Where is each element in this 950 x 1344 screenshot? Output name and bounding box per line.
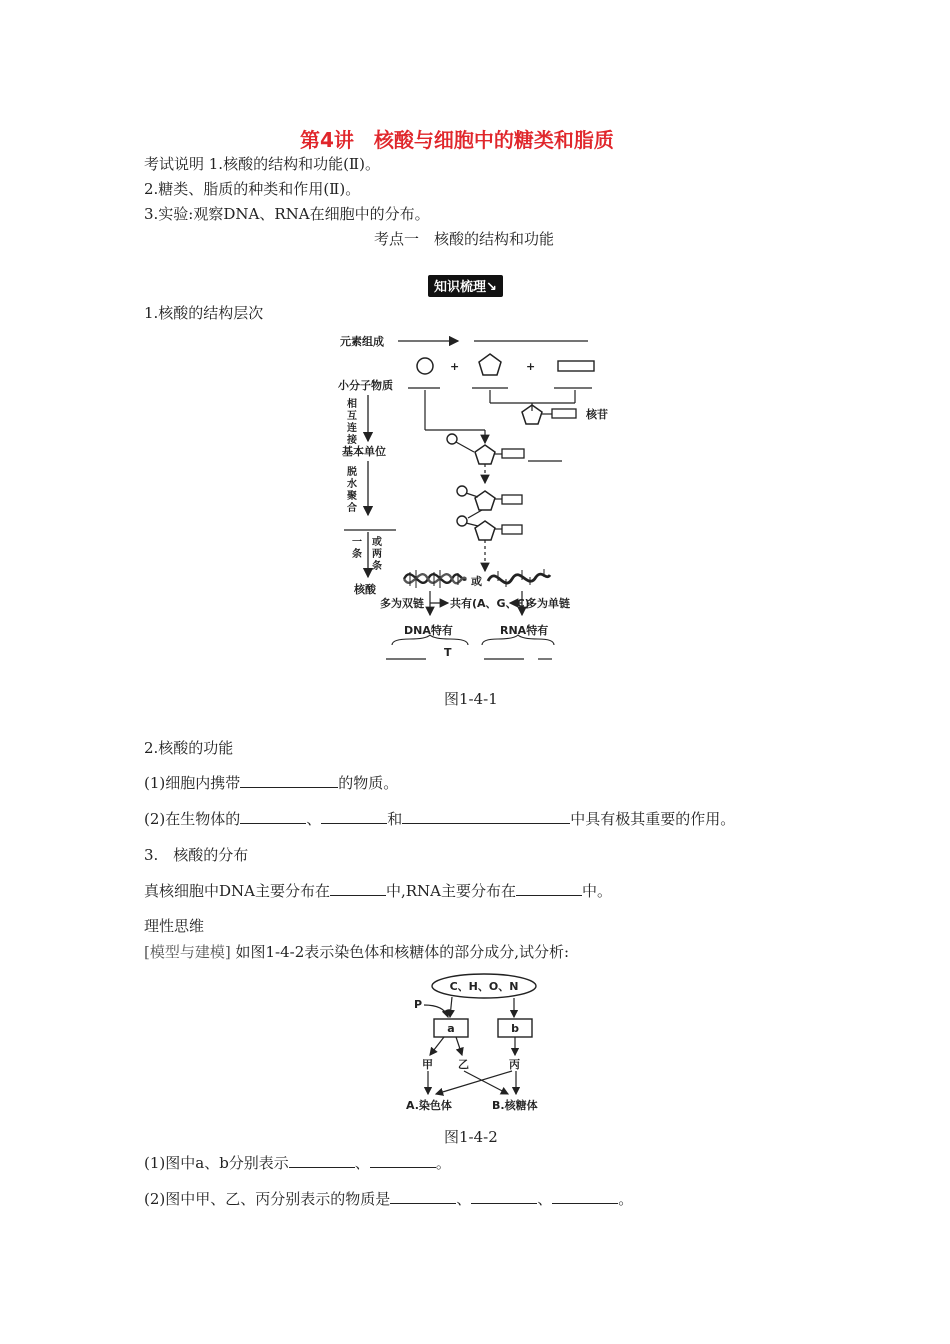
label-dna-only: DNA特有 bbox=[404, 624, 453, 637]
label-a: a bbox=[447, 1022, 455, 1035]
section-1-heading: 1.核酸的结构层次 bbox=[144, 304, 264, 322]
section-2-heading: 2.核酸的功能 bbox=[144, 739, 234, 757]
label-ribosome: B.核糖体 bbox=[492, 1099, 538, 1112]
label-connect-3: 连 bbox=[347, 423, 357, 434]
plus-2: + bbox=[526, 360, 536, 373]
exam-line-1: 考试说明 1.核酸的结构和功能(Ⅱ)。 bbox=[144, 155, 380, 173]
exam-line-2: 2.糖类、脂质的种类和作用(Ⅱ)。 bbox=[144, 180, 361, 198]
label-chno: C、H、O、N bbox=[449, 980, 519, 993]
question-3: 真核细胞中DNA主要分布在 中,RNA主要分布在 中。 bbox=[144, 882, 613, 900]
section-3-heading: 3. 核酸的分布 bbox=[144, 846, 249, 864]
answer-blank[interactable] bbox=[516, 881, 582, 896]
answer-blank[interactable] bbox=[471, 1189, 537, 1204]
label-or-two-3: 条 bbox=[372, 561, 382, 572]
label-dehydration-4: 合 bbox=[347, 503, 357, 514]
figure-2-caption: 图1-4-2 bbox=[444, 1128, 498, 1146]
label-single: 多为单链 bbox=[526, 597, 570, 610]
label-p: P bbox=[414, 998, 423, 1011]
label-connect-4: 接 bbox=[347, 435, 357, 446]
answer-blank[interactable] bbox=[240, 773, 338, 788]
label-or-two-1: 或 bbox=[372, 537, 382, 548]
label-basic-unit: 基本单位 bbox=[342, 445, 386, 458]
phosphate-icon bbox=[417, 358, 433, 374]
label-elements: 元素组成 bbox=[340, 335, 384, 348]
question-model-1: (1)图中a、b分别表示 、 。 bbox=[144, 1154, 451, 1172]
label-jia: 甲 bbox=[422, 1058, 433, 1071]
double-helix-icon bbox=[404, 570, 466, 588]
section-point-1: 考点一 核酸的结构和功能 bbox=[374, 230, 555, 248]
label-chromosome: A.染色体 bbox=[406, 1099, 452, 1112]
figure-chromosome-ribosome bbox=[400, 970, 560, 1118]
label-or-two-2: 两 bbox=[372, 549, 382, 560]
label-bing: 丙 bbox=[509, 1058, 520, 1071]
model-intro: [模型与建模] 如图1-4-2表示染色体和核糖体的部分成分,试分析: bbox=[144, 943, 570, 961]
answer-blank[interactable] bbox=[552, 1189, 618, 1204]
label-nucleoside: 核苷 bbox=[586, 408, 608, 421]
nucleotide-icon bbox=[475, 445, 495, 464]
label-yi: 乙 bbox=[458, 1058, 469, 1071]
answer-blank[interactable] bbox=[330, 881, 386, 896]
page-title: 第4讲 核酸与细胞中的糖类和脂质 bbox=[300, 128, 614, 152]
pentose-icon bbox=[479, 354, 501, 375]
label-dehydration-3: 聚 bbox=[347, 491, 357, 502]
label-one-2: 条 bbox=[352, 549, 362, 560]
label-rna-only: RNA特有 bbox=[500, 624, 549, 637]
answer-blank[interactable] bbox=[289, 1153, 355, 1168]
answer-blank[interactable] bbox=[240, 809, 306, 824]
single-strand-icon bbox=[488, 569, 550, 587]
figure-nucleic-acid-structure bbox=[330, 325, 620, 665]
label-b: b bbox=[511, 1022, 519, 1035]
knowledge-badge: 知识梳理↘ bbox=[428, 275, 503, 297]
label-connect-2: 互 bbox=[347, 411, 357, 422]
label-or: 或 bbox=[471, 575, 482, 588]
answer-blank[interactable] bbox=[321, 809, 387, 824]
question-2-2: (2)在生物体的 、 和 中具有极其重要的作用。 bbox=[144, 810, 736, 828]
answer-blank[interactable] bbox=[402, 809, 570, 824]
label-double: 多为双链 bbox=[380, 597, 424, 610]
label-nucleic-acid: 核酸 bbox=[354, 583, 376, 596]
model-tag: [模型与建模] bbox=[144, 943, 231, 961]
answer-blank[interactable] bbox=[390, 1189, 456, 1204]
base-icon bbox=[558, 361, 594, 371]
label-dehydration-1: 脱 bbox=[347, 467, 357, 478]
label-common: 共有(A、G、C) bbox=[450, 597, 530, 610]
rational-thinking-heading: 理性思维 bbox=[144, 917, 205, 935]
figure-1-caption: 图1-4-1 bbox=[444, 690, 498, 708]
label-connect-1: 相 bbox=[347, 399, 357, 410]
answer-blank[interactable] bbox=[370, 1153, 436, 1168]
label-small-molecule: 小分子物质 bbox=[338, 379, 393, 392]
label-dehydration-2: 水 bbox=[347, 479, 357, 490]
label-t: T bbox=[444, 646, 452, 659]
question-2-1: (1)细胞内携带 的物质。 bbox=[144, 774, 399, 792]
plus-1: + bbox=[450, 360, 460, 373]
question-model-2: (2)图中甲、乙、丙分别表示的物质是 、 、 。 bbox=[144, 1190, 634, 1208]
label-one-1: 一 bbox=[352, 537, 362, 548]
exam-line-3: 3.实验:观察DNA、RNA在细胞中的分布。 bbox=[144, 205, 430, 223]
